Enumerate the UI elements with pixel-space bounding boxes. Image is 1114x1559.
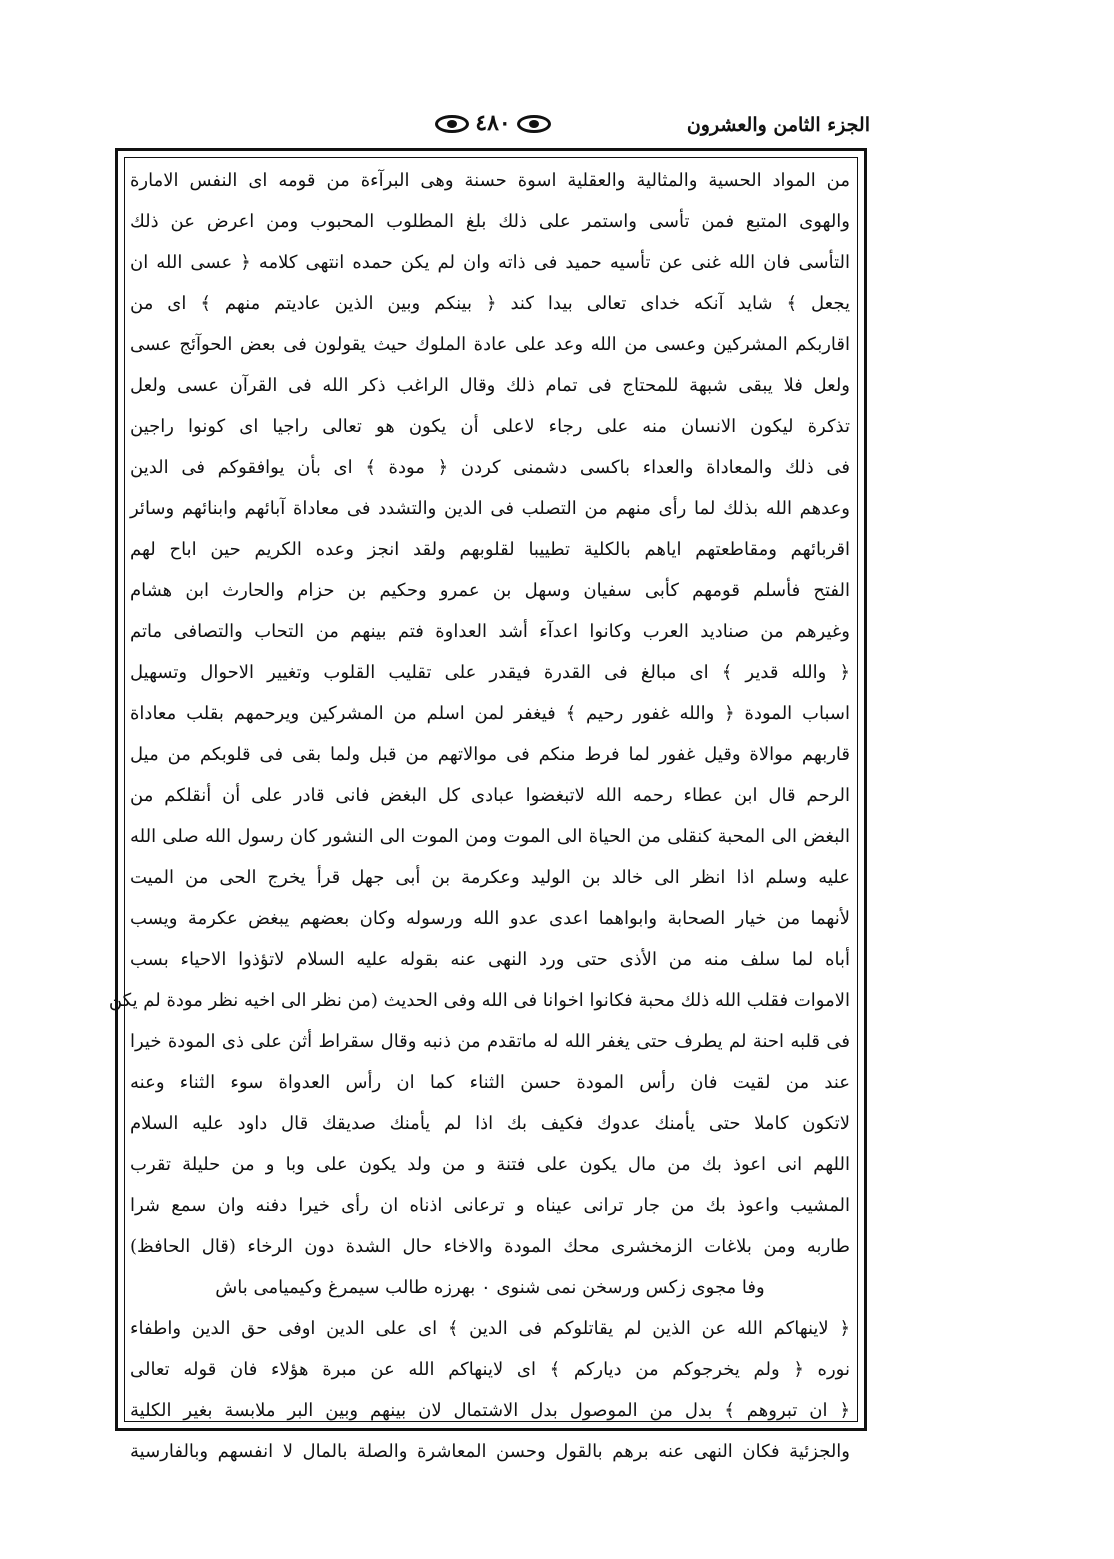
text-line: نوره ﴿ ولم يخرجوكم من دياركم ﴾ اى لاينهاكم الله عن مبرة هؤلاء فان قوله تعالى <box>130 1359 850 1380</box>
text-line: لأنهما من خيار الصحابة وابواهما اعدى عدو الله ورسوله وكان بعضهم يبغض عكرمة ويسب <box>130 908 850 929</box>
page-number-group <box>418 110 568 136</box>
text-line: عند من لقيت فان رأس المودة حسن الثناء كما ان رأس العدواة سوء الثناء وعنه <box>130 1072 850 1093</box>
text-line: لاتكون كاملا حتى يأمنك عدوك فكيف بك اذا لم يأمنك صديقك قال داود عليه السلام <box>130 1113 850 1134</box>
text-line: طاربه ومن بلاغات الزمخشرى محك المودة والاخاء حال الشدة دون الرخاء (قال الحافظ) <box>130 1236 850 1257</box>
verse-line: وفا مجوى زكس ورسخن نمى شنوى ٠ بهرزه طالب سيمرغ وكيميامى باش <box>215 1277 765 1298</box>
text-line: المشيب واعوذ بك من جار ترانى عيناه و ترعانى اذناه ان رأى خيرا دفنه وان سمع شرا <box>130 1195 850 1216</box>
text-line: ﴿ والله قدير ﴾ اى مبالغ فى القدرة فيقدر على تقليب القلوب وتغيير الاحوال وتسهيل <box>130 662 850 683</box>
text-line: ﴿ لاينهاكم الله عن الذين لم يقاتلوكم فى الدين ﴾ اى على الدين اوفى حق الدين واطفاء <box>130 1318 850 1339</box>
text-line: اللهم انى اعوذ بك من مال يكون على فتنة و من ولد يكون على وبا و من حليلة تقرب <box>130 1154 850 1175</box>
text-line: التأسى فان الله غنى عن تأسيه حميد فى ذاته وان لم يكن حمده انتهى كلامه ﴿ عسى الله ان <box>130 252 850 273</box>
text-line: البغض الى المحبة كنقلى من الحياة الى الموت ومن الموت الى النشور كان رسول الله صلى الله <box>130 826 850 847</box>
text-line: يجعل ﴾ شايد آنكه خداى تعالى بيدا كند ﴿ بينكم وبين الذين عاديتم منهم ﴾ اى من <box>130 293 850 314</box>
ornament-right-icon <box>517 115 551 133</box>
text-line: اسباب المودة ﴿ والله غفور رحيم ﴾ فيغفر لمن اسلم من المشركين ويرحمهم بقلب معاداة <box>130 703 850 724</box>
text-line: الرحم قال ابن عطاء رحمه الله لاتبغضوا عبادى كل البغض فانى قادر على أن أنقلكم من <box>130 785 850 806</box>
page-number: ٤٨٠ <box>475 110 511 136</box>
text-line: وغيرهم من صناديد العرب وكانوا اعدآء أشد العداوة فتم بينهم من التحاب والتصافى ماتم <box>130 621 850 642</box>
text-line: فى قلبه احنة لم يطرف حتى يغفر الله له ماتقدم من ذنبه وقال سقراط أثن على ذى المودة خيرا <box>130 1031 850 1052</box>
text-line: عليه وسلم اذا انظر الى خالد بن الوليد وعكرمة بن أبى جهل قرأ يخرج الحى من الميت <box>130 867 850 888</box>
text-line: الاموات فقلب الله ذلك محبة فكانوا اخوانا فى الله وفى الحديث (من نظر الى اخيه نظر مودة لم يكن <box>108 990 850 1011</box>
text-line: فى ذلك والمعاداة والعداء باكسى دشمنى كردن ﴿ مودة ﴾ اى بأن يوافقوكم فى الدين <box>130 457 850 478</box>
text-line: والجزئية فكان النهى عنه برهم بالقول وحسن المعاشرة والصلة بالمال لا انفسهم وبالفارسية <box>130 1441 850 1462</box>
text-line: تذكرة ليكون الانسان منه على رجاء لاعلى أن يكون هو تعالى راجيا اى كونوا راجين <box>130 416 850 437</box>
body-text <box>108 160 850 1462</box>
text-line: وعدهم الله بذلك لما رأى منهم من التصلب فى الدين والتشدد فى معاداة آبائهم وابنائهم وسائر <box>130 498 850 519</box>
text-line: أباه لما سلف منه من الأذى حتى ورد النهى عنه بقوله عليه السلام لاتؤذوا الاحياء بسب <box>130 949 850 970</box>
running-title: الجزء الثامن والعشرون <box>686 114 870 136</box>
page-header <box>118 108 870 148</box>
text-line: من المواد الحسية والمثالية والعقلية اسوة حسنة وهى البرآءة من قومه اى النفس الامارة <box>130 170 850 191</box>
text-line: اقاربكم المشركين وعسى من الله وعد على عادة الملوك حيث يقولون فى بعض الحوآئج عسى <box>130 334 850 355</box>
text-line: اقربائهم ومقاطعتهم اياهم بالكلية تطييبا لقلوبهم ولقد انجز وعده الكريم حين اباح لهم <box>130 539 850 560</box>
ornament-left-icon <box>435 115 469 133</box>
text-line: ولعل فلا يبقى شبهة للمحتاج فى تمام ذلك وقال الراغب ذكر الله فى القرآن عسى ولعل <box>130 375 850 396</box>
text-line: والهوى المتبع فمن تأسى واستمر على ذلك بلغ المطلوب المحبوب ومن اعرض عن ذلك <box>130 211 850 232</box>
text-line: قاربهم موالاة وقيل غفور لما فرط منكم فى موالاتهم من قبل ولما بقى فى قلوبكم من ميل <box>130 744 850 765</box>
text-line: الفتح فأسلم قومهم كأبى سفيان وسهل بن عمرو وحكيم بن حزام والحارث ابن هشام <box>130 580 850 601</box>
text-line: ﴿ ان تبروهم ﴾ بدل من الموصول بدل الاشتمال لان بينهم وبين البر ملابسة بغير الكلية <box>130 1400 850 1421</box>
